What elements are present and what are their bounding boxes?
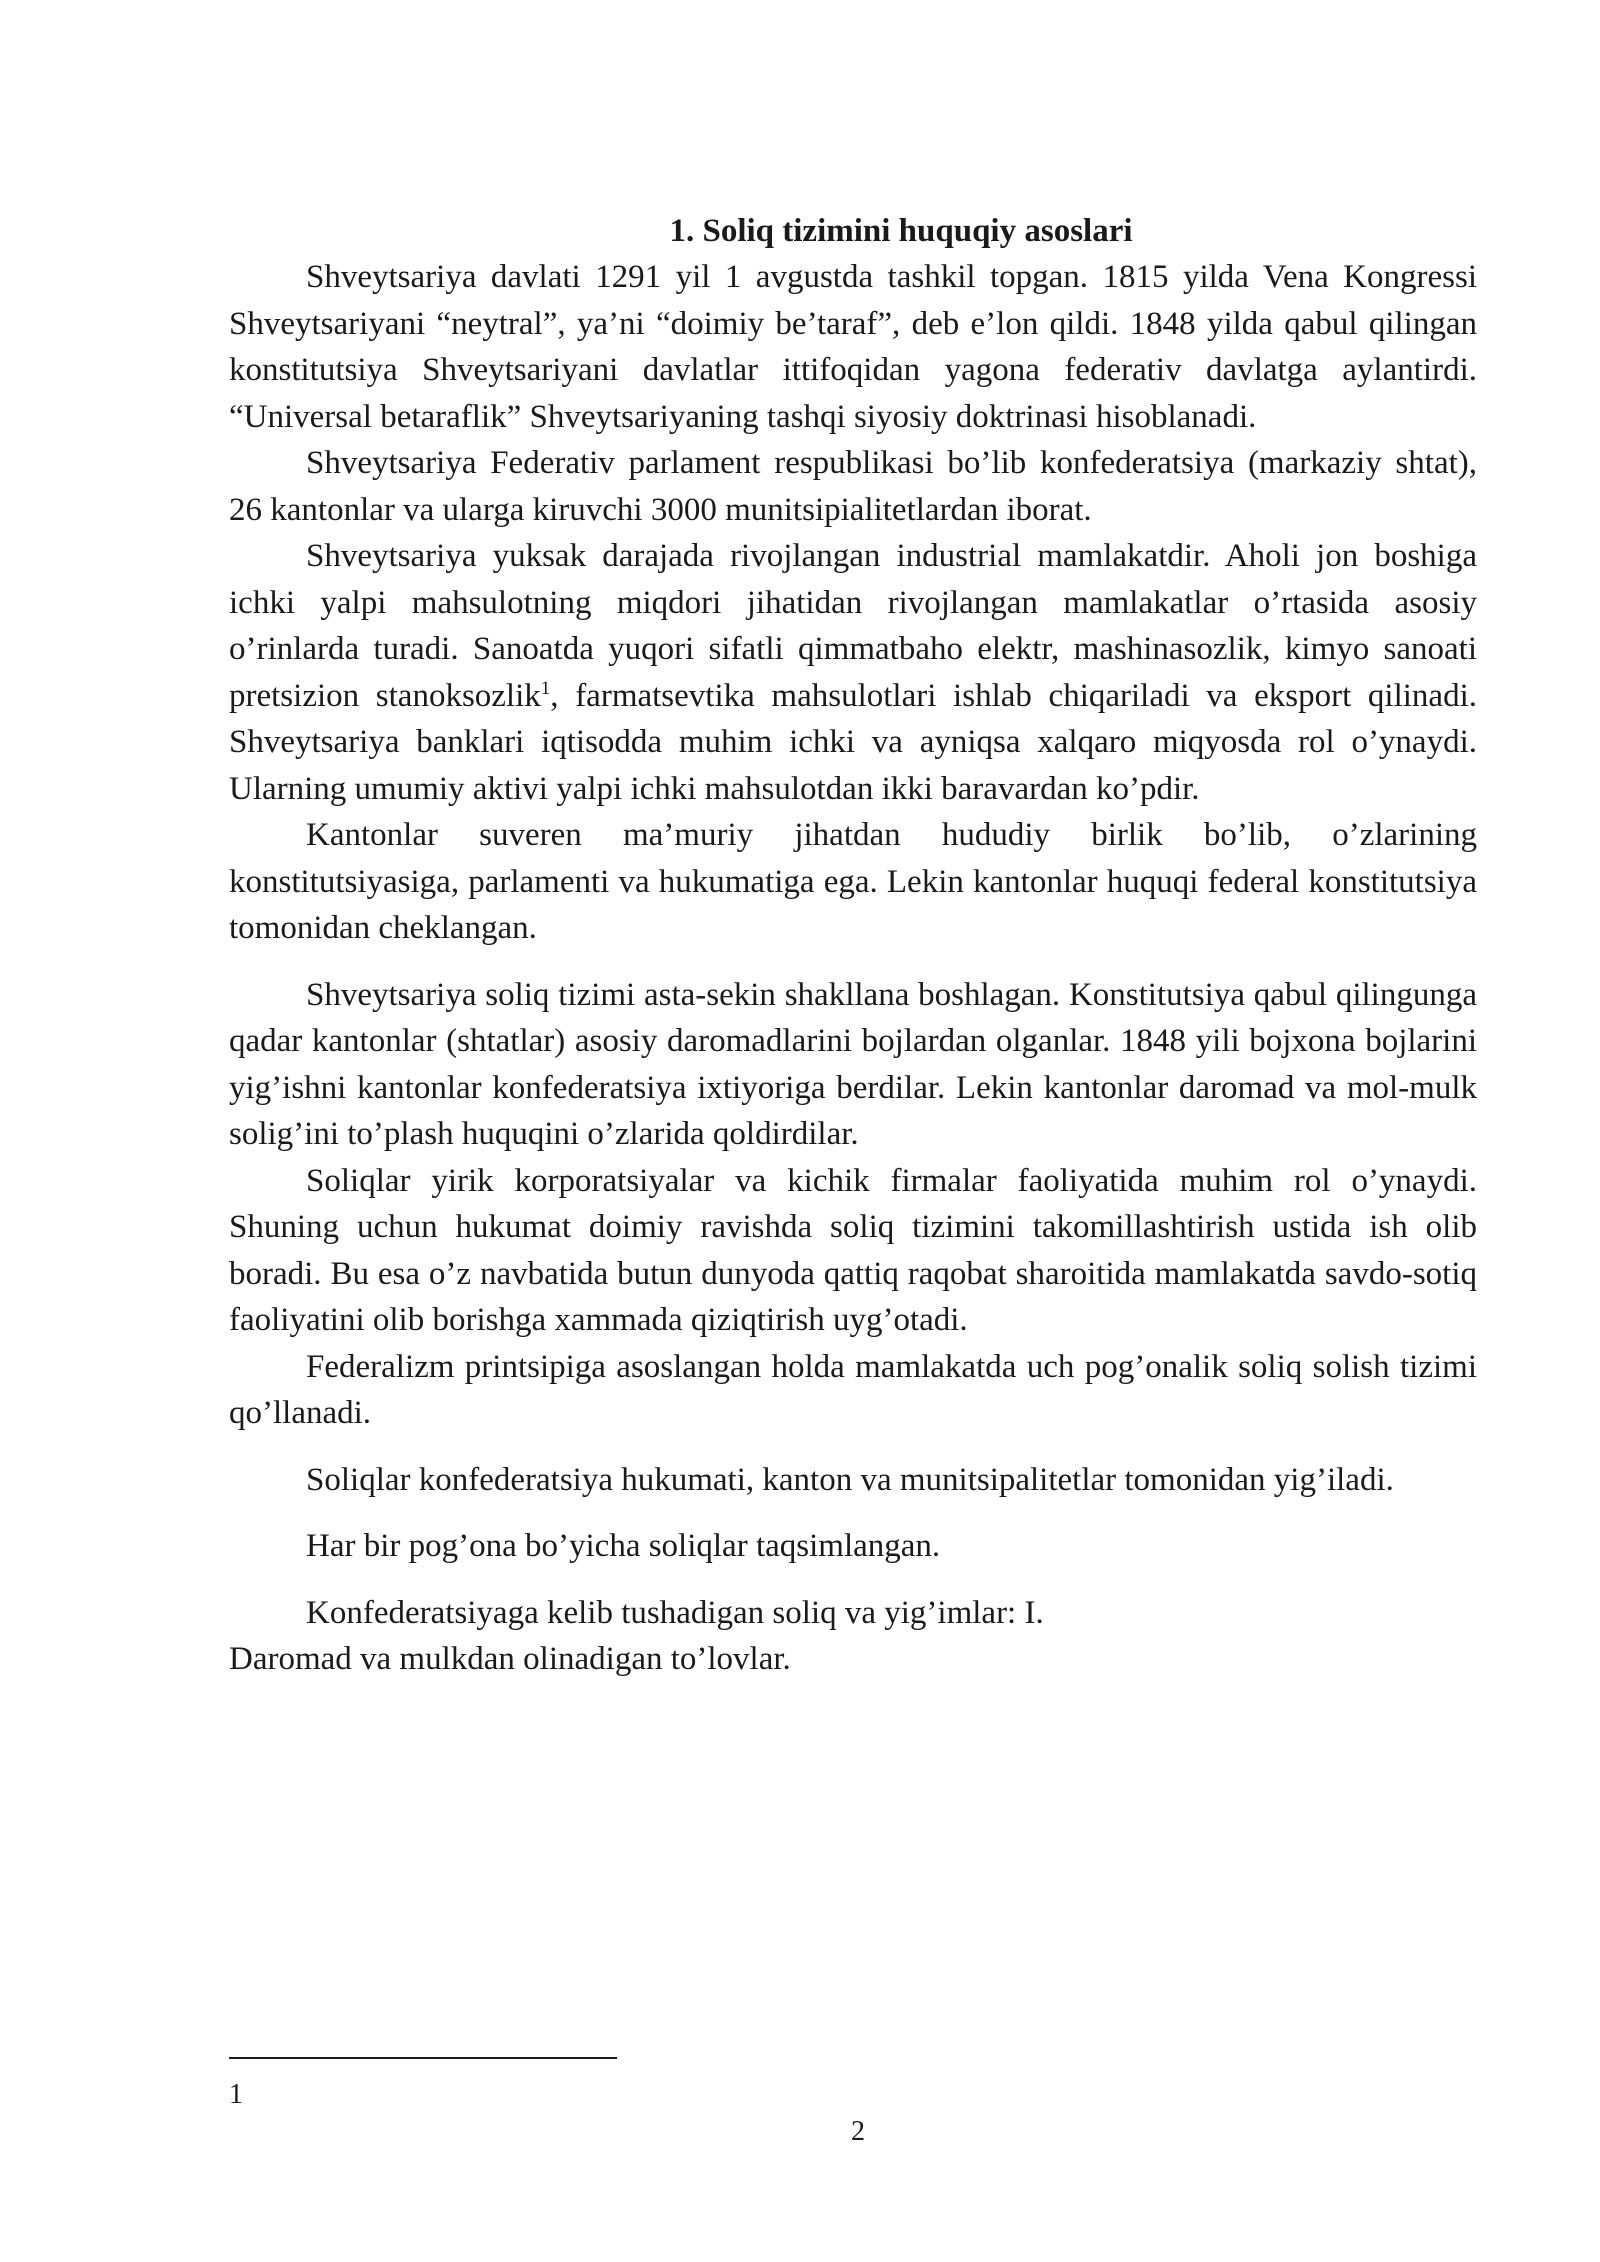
section-heading: 1. Soliq tizimini huquqiy asoslari: [669, 213, 1133, 249]
footnote-reference[interactable]: 1: [540, 677, 551, 699]
paragraph-federal-structure: Shveytsariya Federativ parlament respublikasi bo’lib konfederatsiya (markaziy shtat), 26 kantonlar va ularga kiruvchi 3000 munitsipialitetlardan iborat.: [229, 445, 1477, 528]
page-body: [229, 208, 1477, 1683]
paragraph-tax-history: Shveytsariya soliq tizimi asta-sekin shakllana boshlagan. Konstitutsiya qabul qilingunga qadar kantonlar (shtatlar) asosiy daromadlarini bojlardan olganlar. 1848 yili bojxona bojlarini yig’ishni kantonlar konfederatsiya ixtiyoriga berdilar. Lekin kantonlar daromad va mol-mulk solig’ini to’plash huquqini o’zlarida qoldirdilar.: [229, 976, 1477, 1152]
paragraph-economy-text-2: , farmatsevtika mahsulotlari ishlab chiqariladi va eksport qilinadi. Shveytsariya banklari iqtisodda muhim ichki va ayniqsa xalqaro miqyosda rol o’ynaydi. Ularning umumiy aktivi yalpi ichki mahsulotdan ikki baravardan ko’pdir.: [229, 677, 1477, 807]
paragraph-tax-distribution: Har bir pog’ona bo’yicha soliqlar taqsimlangan.: [306, 1528, 941, 1564]
page-number: 2: [851, 2116, 865, 2147]
paragraph-cantons: Kantonlar suveren ma’muriy jihatdan hududiy birlik bo’lib, o’zlarining konstitutsiyasiga, parlamenti va hukumatiga ega. Lekin kantonlar huquqi federal konstitutsiya tomonidan cheklangan.: [229, 817, 1477, 946]
paragraph-tax-role: Soliqlar yirik korporatsiyalar va kichik firmalar faoliyatida muhim rol o’ynaydi. Shuning uchun hukumat doimiy ravishda soliq tizimini takomillashtirish ustida ish olib boradi. Bu esa o’z navbatida butun dunyoda qattiq raqobat sharoitida mamlakatda savdo-sotiq faoliyatini olib borishga xammada qiziqtirish uyg’otadi.: [229, 1162, 1477, 1338]
footnote-number: 1: [229, 2079, 243, 2110]
paragraph-confederation-taxes-line-2: Daromad va mulkdan olinadigan to’lovlar.: [229, 1641, 791, 1677]
paragraph-confederation-taxes-line-1: Konfederatsiyaga kelib tushadigan soliq va yig’imlar: I.: [306, 1594, 1044, 1631]
paragraph-economy-text-1: Shveytsariya yuksak darajada rivojlangan industrial mamlakatdir. Aholi jon boshiga ichki yalpi mahsulotning miqdori jihatidan rivojlangan mamlakatlar o’rtasida asosiy o’rinlarda turadi. Sanoatda yuqori sifatli qimmatbaho elektr, mashinasozlik, kimyo sanoati pretsizion stanoksozlik: [229, 538, 1477, 714]
paragraph-federalism: Federalizm printsipiga asoslangan holda mamlakatda uch pog’onalik soliq solish tizimi qo’llanadi.: [229, 1348, 1477, 1431]
paragraph-confederation-taxes: [229, 1590, 1477, 1683]
paragraph-tax-collection: Soliqlar konfederatsiya hukumati, kanton va munitsipalitetlar tomonidan yig’iladi.: [306, 1461, 1394, 1498]
footnote-separator: [229, 2057, 617, 2059]
paragraph-economy: [229, 533, 1477, 812]
paragraph-founding: Shveytsariya davlati 1291 yil 1 avgustda tashkil topgan. 1815 yilda Vena Kongressi Shveytsariyani “neytral”, ya’ni “doimiy be’taraf”, deb e’lon qildi. 1848 yilda qabul qilingan konstitutsiya Shveytsariyani davlatlar ittifoqidan yagona federativ davlatga aylantirdi. “Universal betaraflik” Shveytsariyaning tashqi siyosiy doktrinasi hisoblanadi.: [229, 259, 1477, 435]
